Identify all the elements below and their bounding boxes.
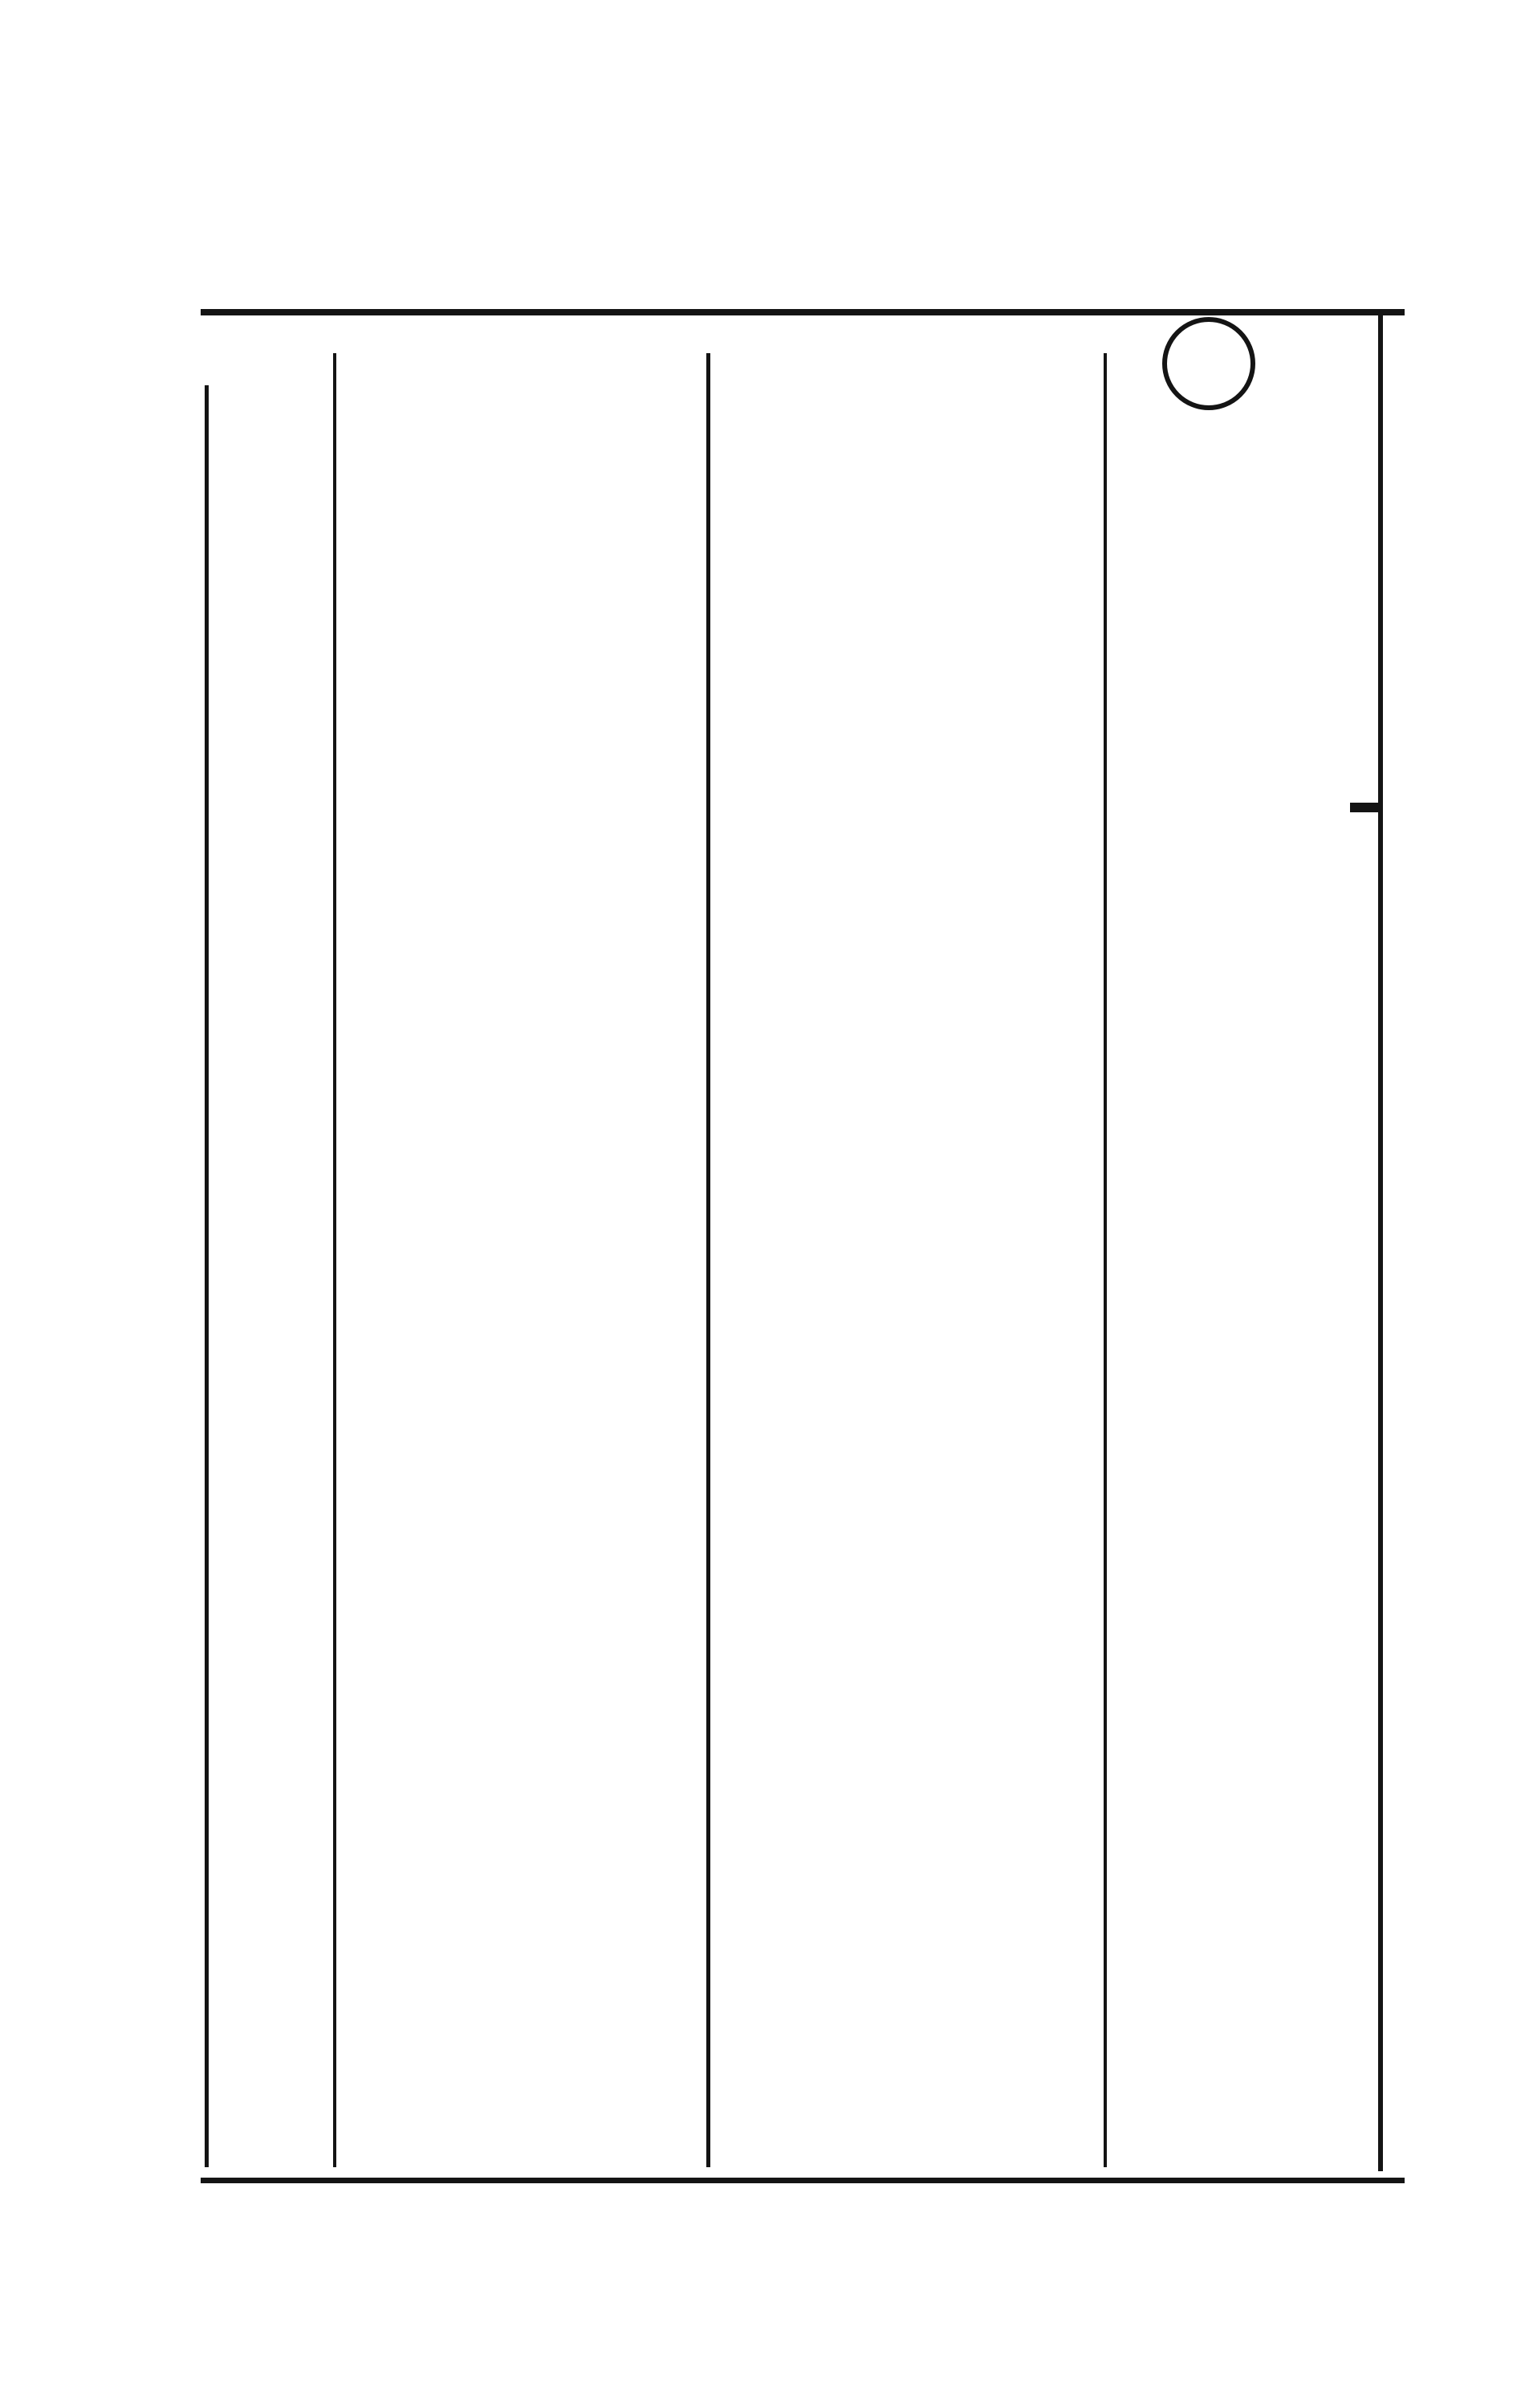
column-rule: [1378, 309, 1383, 2171]
column-rule: [205, 385, 209, 2167]
column-rule: [1104, 353, 1107, 2167]
section-badge: [1162, 317, 1255, 410]
page-frame: [201, 309, 1405, 2183]
section-divider: [1350, 803, 1382, 812]
column-rule: [333, 353, 336, 2167]
column-rule: [706, 353, 710, 2167]
